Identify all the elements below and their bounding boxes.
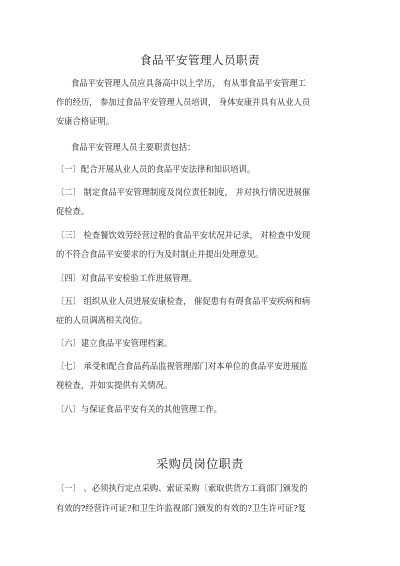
- section-title-purchaser: 采购员岗位职责: [156, 457, 244, 471]
- duty-2-line-1: 〔二〕 制定食品平安管理制度及岗位责任制度， 并对执行情况进展催: [56, 187, 311, 197]
- purchaser-line-2: 有效的?经营许可证?和卫生许监视部门颁发的有效的?卫生许可证?复: [56, 503, 307, 513]
- duty-5-line-2: 症的人员调离相关岗位。: [56, 315, 148, 325]
- duties-heading: 食品平安管理人员主要职责包括：: [71, 142, 196, 152]
- duty-3-line-2: 的不符合食品平安要求的行为及时制止并提出处理意见。: [56, 249, 264, 259]
- purchaser-line-1: 〔一〕 、必须执行定点采购、索证采购〔索取供货方工商部门颁发的: [56, 483, 308, 493]
- duty-8-line-1: 〔八〕与保证食品平安有关的其他管理工作。: [56, 404, 222, 414]
- intro-line-2: 作的经历， 参加过食品平安管理人员培训， 身体安康并具有从业人员: [56, 97, 311, 107]
- duty-4-line-1: 〔四〕对食品平安检验工作进展管理。: [56, 273, 198, 283]
- duty-6-line-1: 〔六〕建立食品平安管理档案。: [56, 338, 173, 348]
- intro-line-3: 安康合格证明。: [56, 116, 115, 126]
- duty-3-line-1: 〔三〕 检查餐饮效劳经营过程的食品平安状况并记录， 对检查中发现: [56, 230, 311, 240]
- duty-7-line-2: 视检查，并如实提供有关情况。: [56, 380, 173, 390]
- section-title-food-safety: 食品平安管理人员职责: [140, 53, 260, 67]
- duty-7-line-1: 〔七〕 承受和配合食品药品监视管理部门对本单位的食品平安进展监: [56, 361, 308, 371]
- duty-2-line-2: 促检查。: [56, 206, 90, 216]
- duty-5-line-1: 〔五〕 组织从业人员进展安康检查， 催促患有有碍食品平安疾病和病: [56, 296, 311, 306]
- intro-line-1: 食品平安管理人员应具备高中以上学历， 有从事食品平安管理工: [71, 78, 306, 88]
- duty-1-line-1: 〔一〕配合开展从业人员的食品平安法律和知识培训。: [56, 164, 256, 174]
